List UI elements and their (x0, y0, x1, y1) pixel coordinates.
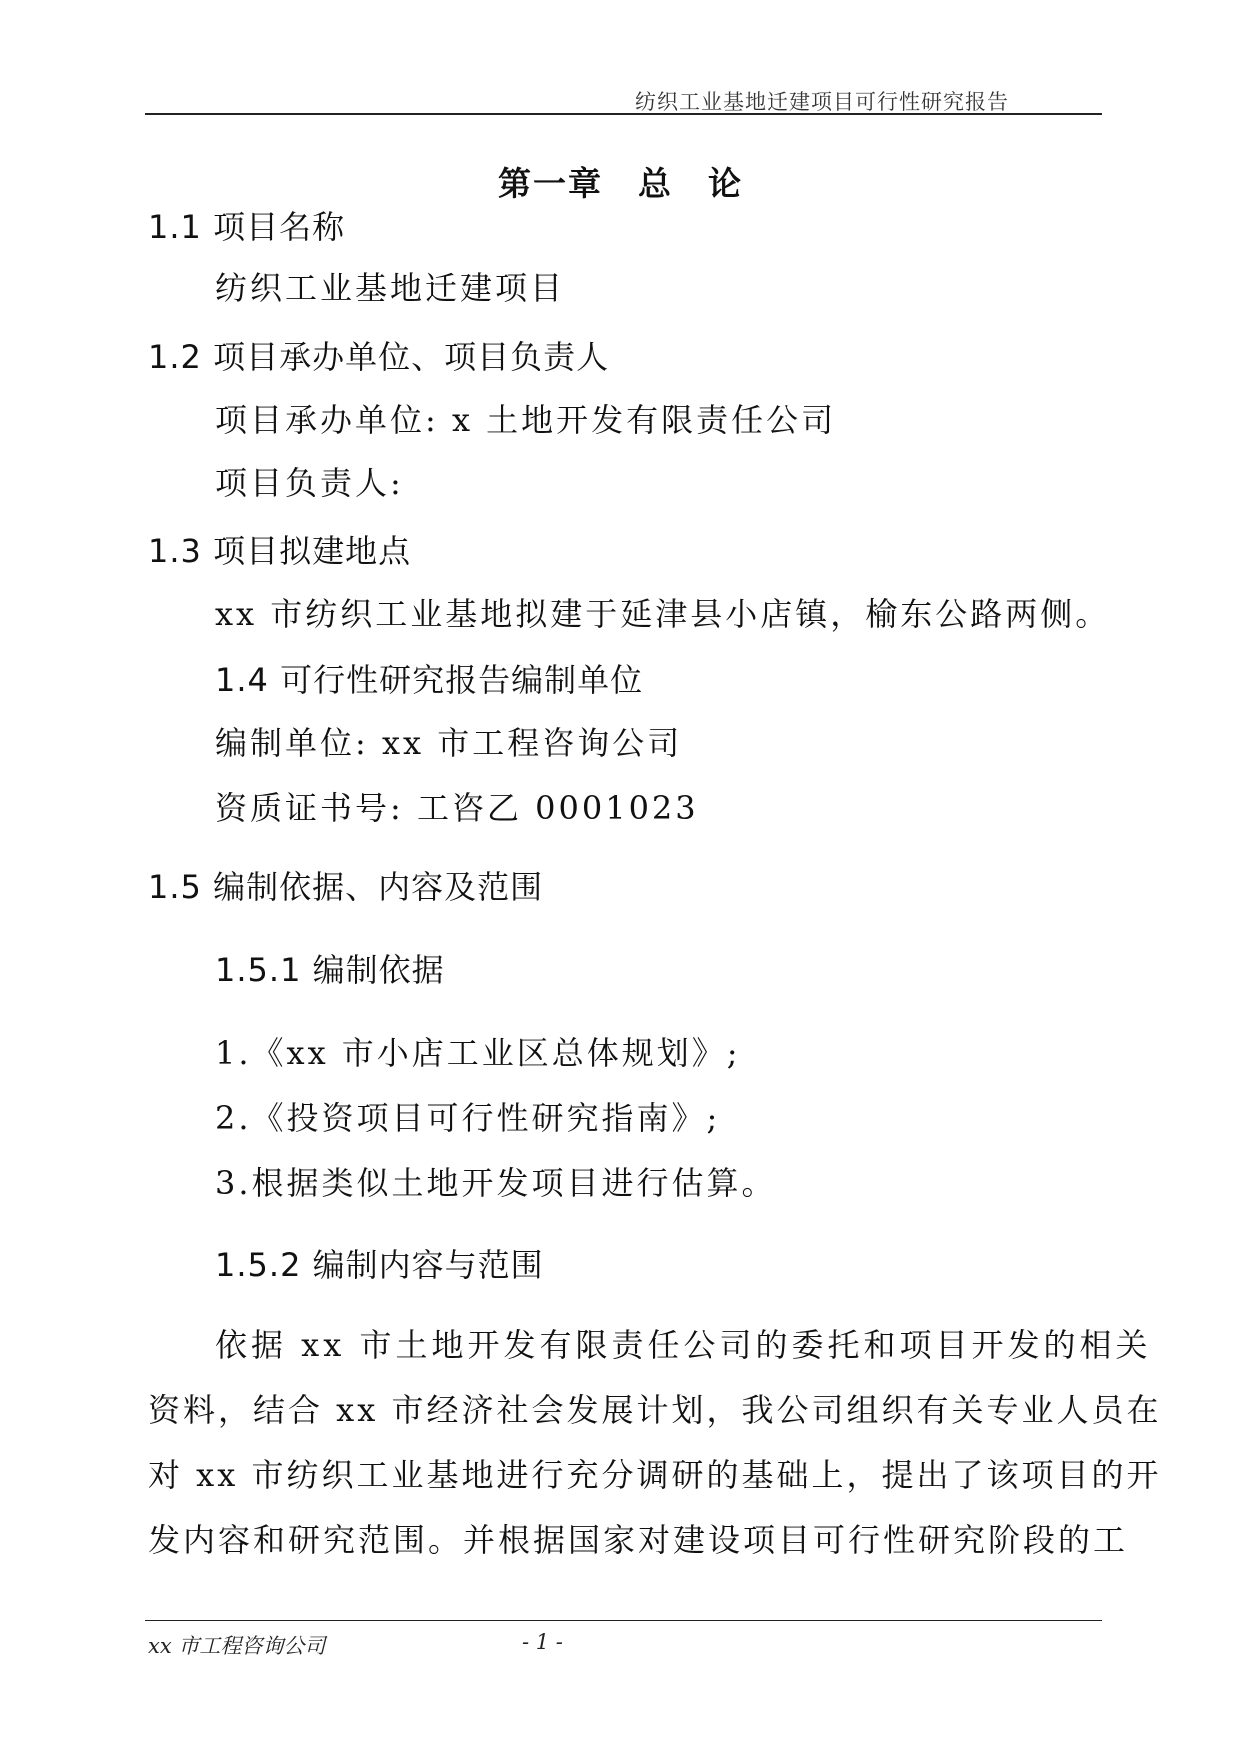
sponsor-unit: 项目承办单位: x 土地开发有限责任公司 (215, 401, 837, 439)
section-heading-1-4: 1.4 可行性研究报告编制单位 (215, 661, 644, 699)
section-heading-1-5-1: 1.5.1 编制依据 (215, 951, 445, 989)
body-paragraph-line-3: 对 xx 市纺织工业基地进行充分调研的基础上，提出了该项目的开 (148, 1456, 1162, 1494)
qualification-cert: 资质证书号: 工咨乙 0001023 (215, 789, 699, 827)
project-leader: 项目负责人: (215, 464, 404, 502)
project-name: 纺织工业基地迁建项目 (215, 269, 566, 307)
section-heading-1-3: 1.3 项目拟建地点 (148, 532, 412, 570)
section-heading-1-5-2: 1.5.2 编制内容与范围 (215, 1246, 544, 1284)
chapter-title: 第一章 总 论 (498, 164, 743, 203)
page-number: - 1 - (522, 1630, 563, 1654)
running-header: 纺织工业基地迁建项目可行性研究报告 (635, 90, 1009, 114)
body-paragraph-line-4: 发内容和研究范围。并根据国家对建设项目可行性研究阶段的工 (148, 1521, 1129, 1559)
footer-company: xx 市工程咨询公司 (148, 1634, 326, 1658)
basis-item-3: 3.根据类似土地开发项目进行估算。 (215, 1164, 777, 1202)
project-location: xx 市纺织工业基地拟建于延津县小店镇，榆东公路两侧。 (215, 595, 1111, 633)
header-divider (145, 113, 1102, 115)
body-paragraph-line-1: 依据 xx 市土地开发有限责任公司的委托和项目开发的相关 (215, 1326, 1152, 1364)
footer-divider (145, 1620, 1102, 1621)
basis-item-1: 1.《xx 市小店工业区总体规划》; (215, 1034, 741, 1072)
section-heading-1-1: 1.1 项目名称 (148, 208, 346, 246)
body-paragraph-line-2: 资料，结合 xx 市经济社会发展计划，我公司组织有关专业人员在 (148, 1391, 1162, 1429)
compiling-unit: 编制单位: xx 市工程咨询公司 (215, 724, 683, 762)
basis-item-2: 2.《投资项目可行性研究指南》; (215, 1099, 721, 1137)
section-heading-1-2: 1.2 项目承办单位、项目负责人 (148, 338, 610, 376)
section-heading-1-5: 1.5 编制依据、内容及范围 (148, 868, 544, 906)
